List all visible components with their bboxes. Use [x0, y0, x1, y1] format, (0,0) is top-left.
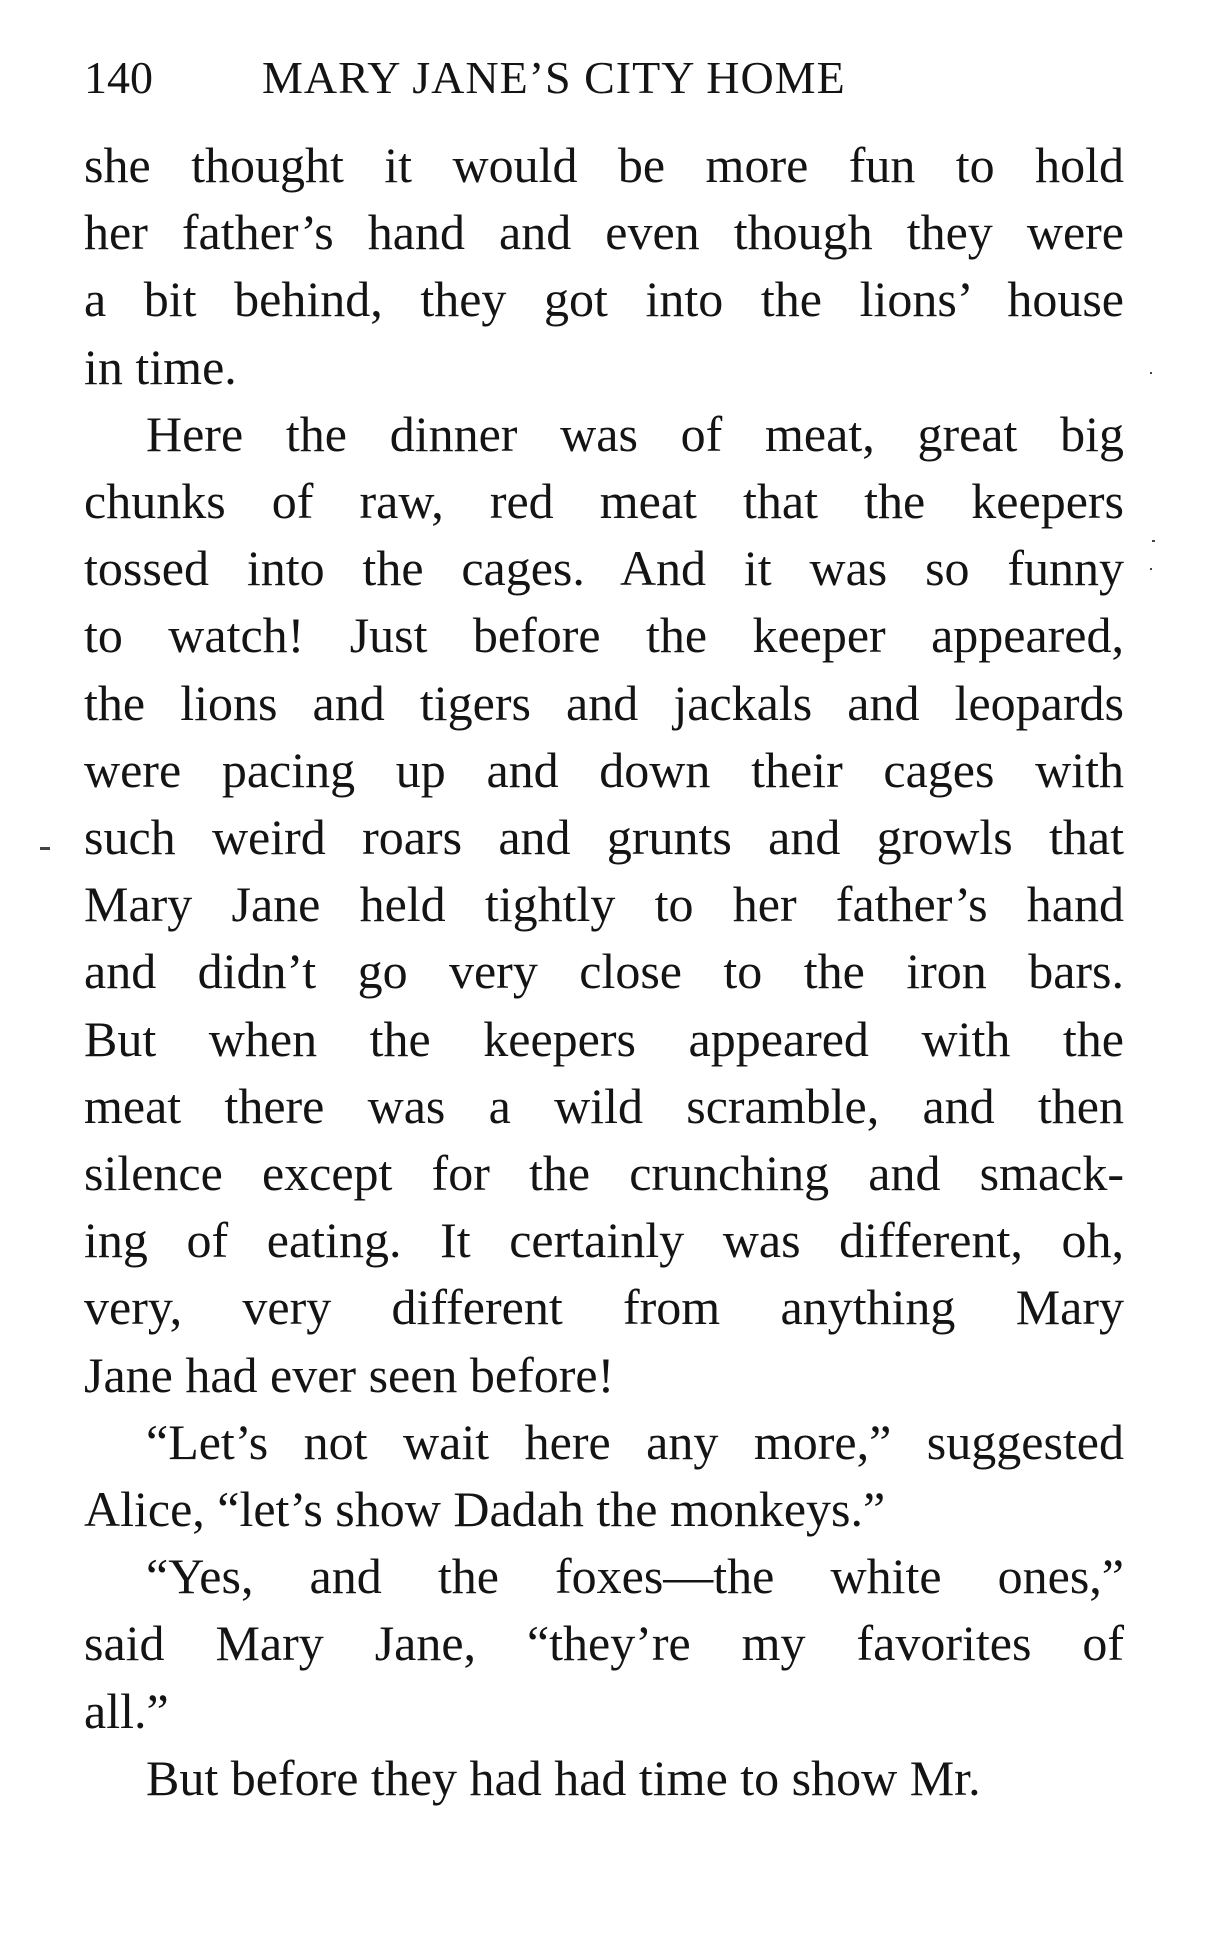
paragraph-5: [84, 1745, 1124, 1812]
text-line: the lions and tigers and jackals and leopards: [84, 674, 1124, 731]
paragraph-1: [84, 132, 1124, 401]
scan-mark: [1150, 568, 1152, 570]
text-line: tossed into the cages. And it was so funny: [84, 540, 1124, 597]
text-line: chunks of raw, red meat that the keepers: [84, 473, 1124, 530]
text-line: Mary Jane held tightly to her father’s hand: [84, 876, 1124, 933]
text-line: were pacing up and down their cages with: [84, 741, 1124, 798]
page-header: [84, 48, 1124, 108]
text-line: her father’s hand and even though they were: [84, 204, 1124, 261]
scan-mark: [40, 847, 50, 850]
text-line: such weird roars and grunts and growls that: [84, 809, 1124, 866]
scan-mark: [1152, 540, 1155, 542]
text-line: “Let’s not wait here any more,” suggested: [146, 1413, 1124, 1470]
body-text: [84, 132, 1124, 1812]
text-line: “Yes, and the foxes—the white ones,”: [146, 1548, 1124, 1605]
text-line: all.”: [84, 1682, 169, 1739]
page-number: 140: [84, 52, 153, 103]
text-line: But before they had had time to show Mr.: [146, 1749, 981, 1806]
paragraph-4: [84, 1543, 1124, 1745]
text-line: Alice, “let’s show Dadah the monkeys.”: [84, 1481, 886, 1538]
text-line: meat there was a wild scramble, and then: [84, 1077, 1124, 1134]
text-line: said Mary Jane, “they’re my favorites of: [84, 1615, 1124, 1672]
text-line: and didn’t go very close to the iron bars.: [84, 943, 1124, 1000]
text-line: But when the keepers appeared with the: [84, 1010, 1124, 1067]
text-line: a bit behind, they got into the lions’ house: [84, 271, 1124, 328]
running-title: MARY JANE’S CITY HOME: [262, 52, 846, 103]
paragraph-2: [84, 401, 1124, 1409]
text-line: very, very different from anything Mary: [84, 1279, 1124, 1336]
text-line: ing of eating. It certainly was different, oh,: [84, 1212, 1124, 1269]
text-line: she thought it would be more fun to hold: [84, 137, 1124, 193]
text-line: to watch! Just before the keeper appeared,: [84, 607, 1124, 664]
text-line: Jane had ever seen before!: [84, 1346, 615, 1403]
text-line: in time.: [84, 338, 237, 395]
text-line: silence except for the crunching and smack-: [84, 1145, 1124, 1202]
paragraph-3: [84, 1409, 1124, 1543]
scan-mark: [1150, 372, 1152, 374]
text-line: Here the dinner was of meat, great big: [146, 405, 1124, 462]
